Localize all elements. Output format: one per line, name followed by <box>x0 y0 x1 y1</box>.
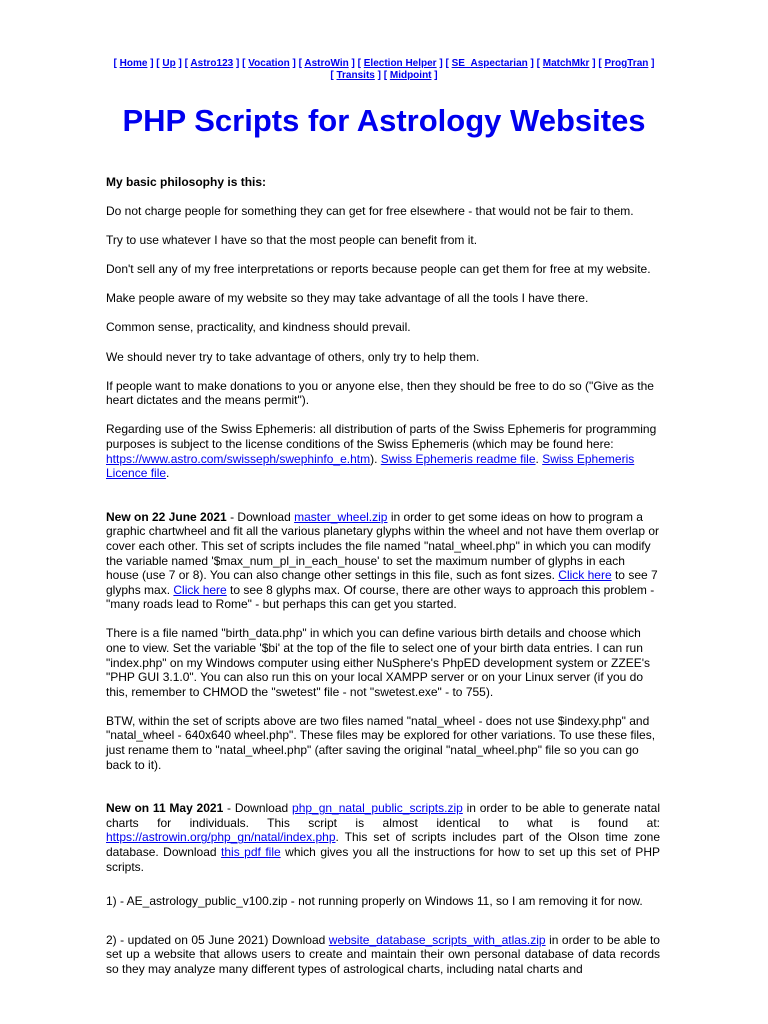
top-navigation <box>0 58 768 82</box>
swisseph-info-link[interactable]: https://www.astro.com/swisseph/swephinfo_e.htm <box>106 451 371 466</box>
philosophy-item: Try to use whatever I have so that the most people can benefit from it. <box>106 233 478 248</box>
astrowin-natal-link[interactable]: https://astrowin.org/php_gn/natal/index.php <box>106 830 336 845</box>
item-1-paragraph: 1) - AE_astrology_public_v100.zip - not running properly on Windows 11, so I am removing it for now. <box>106 894 643 909</box>
nav-link-transits[interactable]: Transits <box>336 70 375 81</box>
philosophy-item: Don't sell any of my free interpretations or reports because people can get them for free at my website. <box>106 262 651 277</box>
philosophy-item: Common sense, practicality, and kindness should prevail. <box>106 320 411 335</box>
nav-link-up[interactable]: Up <box>162 58 176 69</box>
nav-link-midpoint[interactable]: Midpoint <box>389 70 432 81</box>
nav-link-election-helper[interactable]: Election Helper <box>363 58 437 69</box>
may-2021-date: New on 11 May 2021 <box>106 801 224 816</box>
may-2021-paragraph: New on 11 May 2021 - Download php_gn_natal_public_scripts.zip in order to be able to generate natal charts for individuals. This script is almost identical to what is found at: https://astrowin.org/php_gn/natal/index.php. This set of scripts includes part of the Olson time zone database. Download this pdf file which gives you all the instructions for how to set up this set of PHP scripts. <box>106 801 660 874</box>
natal-wheel-variants-paragraph: BTW, within the set of scripts above are two files named "natal_wheel - does not use $indexy.php" and "natal_wheel - 640x640 wheel.php". These files may be explored for other variations. To use these files, just rename them to "natal_wheel.php" (after saving the original "natal_wheel.php" file so you can go back to it). <box>106 713 656 772</box>
item-2-paragraph: 2) - updated on 05 June 2021) Download website_database_scripts_with_atlas.zip in order to be able to set up a website that allows users to create and maintain their own personal database of data records so they may analyze many different types of astrological charts, including natal charts and <box>106 932 660 976</box>
june-2021-paragraph: New on 22 June 2021 - Download master_wheel.zip in order to get some ideas on how to program a graphic chartwheel and fit all the various planetary glyphs within the wheel and not have them overlap or cover each other. This set of scripts includes the file named "natal_wheel.php" in which you can modify the variable named '$max_num_pl_in_each_house' to set the maximum number of glyphs in each house (use 7 or 8). You can also change other settings in this file, such as font sizes. Click here to see 7 glyphs max. Click here to see 8 glyphs max. Of course, there are other ways to approach this problem - "many roads lead to Rome" - but perhaps this can get you started. <box>106 509 659 612</box>
nav-link-progtran[interactable]: ProgTran <box>604 58 649 69</box>
php-gn-natal-download-link[interactable]: php_gn_natal_public_scripts.zip <box>292 801 463 816</box>
swisseph-licence-link[interactable]: Swiss Ephemeris Licence file <box>106 451 635 481</box>
june-2021-date: New on 22 June 2021 <box>106 509 227 524</box>
nav-row-1: [ Home ] [ Up ] [ Astro123 ] [ Vocation ] [ AstroWin ] [ Election Helper ] [ SE_Aspectarian ] [ MatchMkr ] [ ProgTran ] <box>113 58 655 69</box>
philosophy-heading: My basic philosophy is this: <box>106 175 267 189</box>
nav-link-vocation[interactable]: Vocation <box>248 58 290 69</box>
philosophy-item: If people want to make donations to you or anyone else, then they should be free to do so ("Give as the heart dictates and the means permit"). <box>106 378 654 408</box>
birth-data-paragraph: There is a file named "birth_data.php" in which you can define various birth details and choose which one to view. Set the variable '$bi' at the top of the file to select one of your birth data entries. I can run "index.php" on my Windows computer using either NuSphere's PhpED development system or ZZEE's "PHP GUI 3.1.0". You can also run this on your local XAMPP server or on your Linux server (if you do this, remember to CHMOD the "swetest" file - not "swetest.exe" - to 755). <box>106 626 651 699</box>
nav-link-astro123[interactable]: Astro123 <box>190 58 234 69</box>
master-wheel-download-link[interactable]: master_wheel.zip <box>294 509 388 524</box>
website-database-download-link[interactable]: website_database_scripts_with_atlas.zip <box>328 932 546 947</box>
nav-link-home[interactable]: Home <box>119 58 148 69</box>
page-title: PHP Scripts for Astrology Websites <box>122 103 646 138</box>
nav-row-2: [ Transits ] [ Midpoint ] <box>330 70 438 81</box>
eight-glyphs-link[interactable]: Click here <box>173 582 227 597</box>
nav-link-astrowin[interactable]: AstroWin <box>304 58 349 69</box>
instructions-pdf-link[interactable]: this pdf file <box>221 845 281 859</box>
main-content <box>106 175 660 977</box>
philosophy-item: We should never try to take advantage of others, only try to help them. <box>106 349 480 364</box>
philosophy-item: Make people aware of my website so they may take advantage of all the tools I have there. <box>106 291 589 306</box>
swisseph-readme-link[interactable]: Swiss Ephemeris readme file <box>380 451 536 466</box>
swiss-ephemeris-paragraph: Regarding use of the Swiss Ephemeris: all distribution of parts of the Swiss Ephemeris for programming purposes is subject to the license conditions of the Swiss Ephemeris (which may be found here: https://www.astro.com/swisseph/swephinfo_e.htm). Swiss Ephemeris readme file. Swiss Ephemeris Licence file. <box>106 422 657 481</box>
nav-link-matchmkr[interactable]: MatchMkr <box>542 58 590 69</box>
philosophy-item: Do not charge people for something they can get for free elsewhere - that would not be fair to them. <box>106 204 634 219</box>
nav-link-se-aspectarian[interactable]: SE_Aspectarian <box>451 58 528 69</box>
seven-glyphs-link[interactable]: Click here <box>558 568 612 583</box>
